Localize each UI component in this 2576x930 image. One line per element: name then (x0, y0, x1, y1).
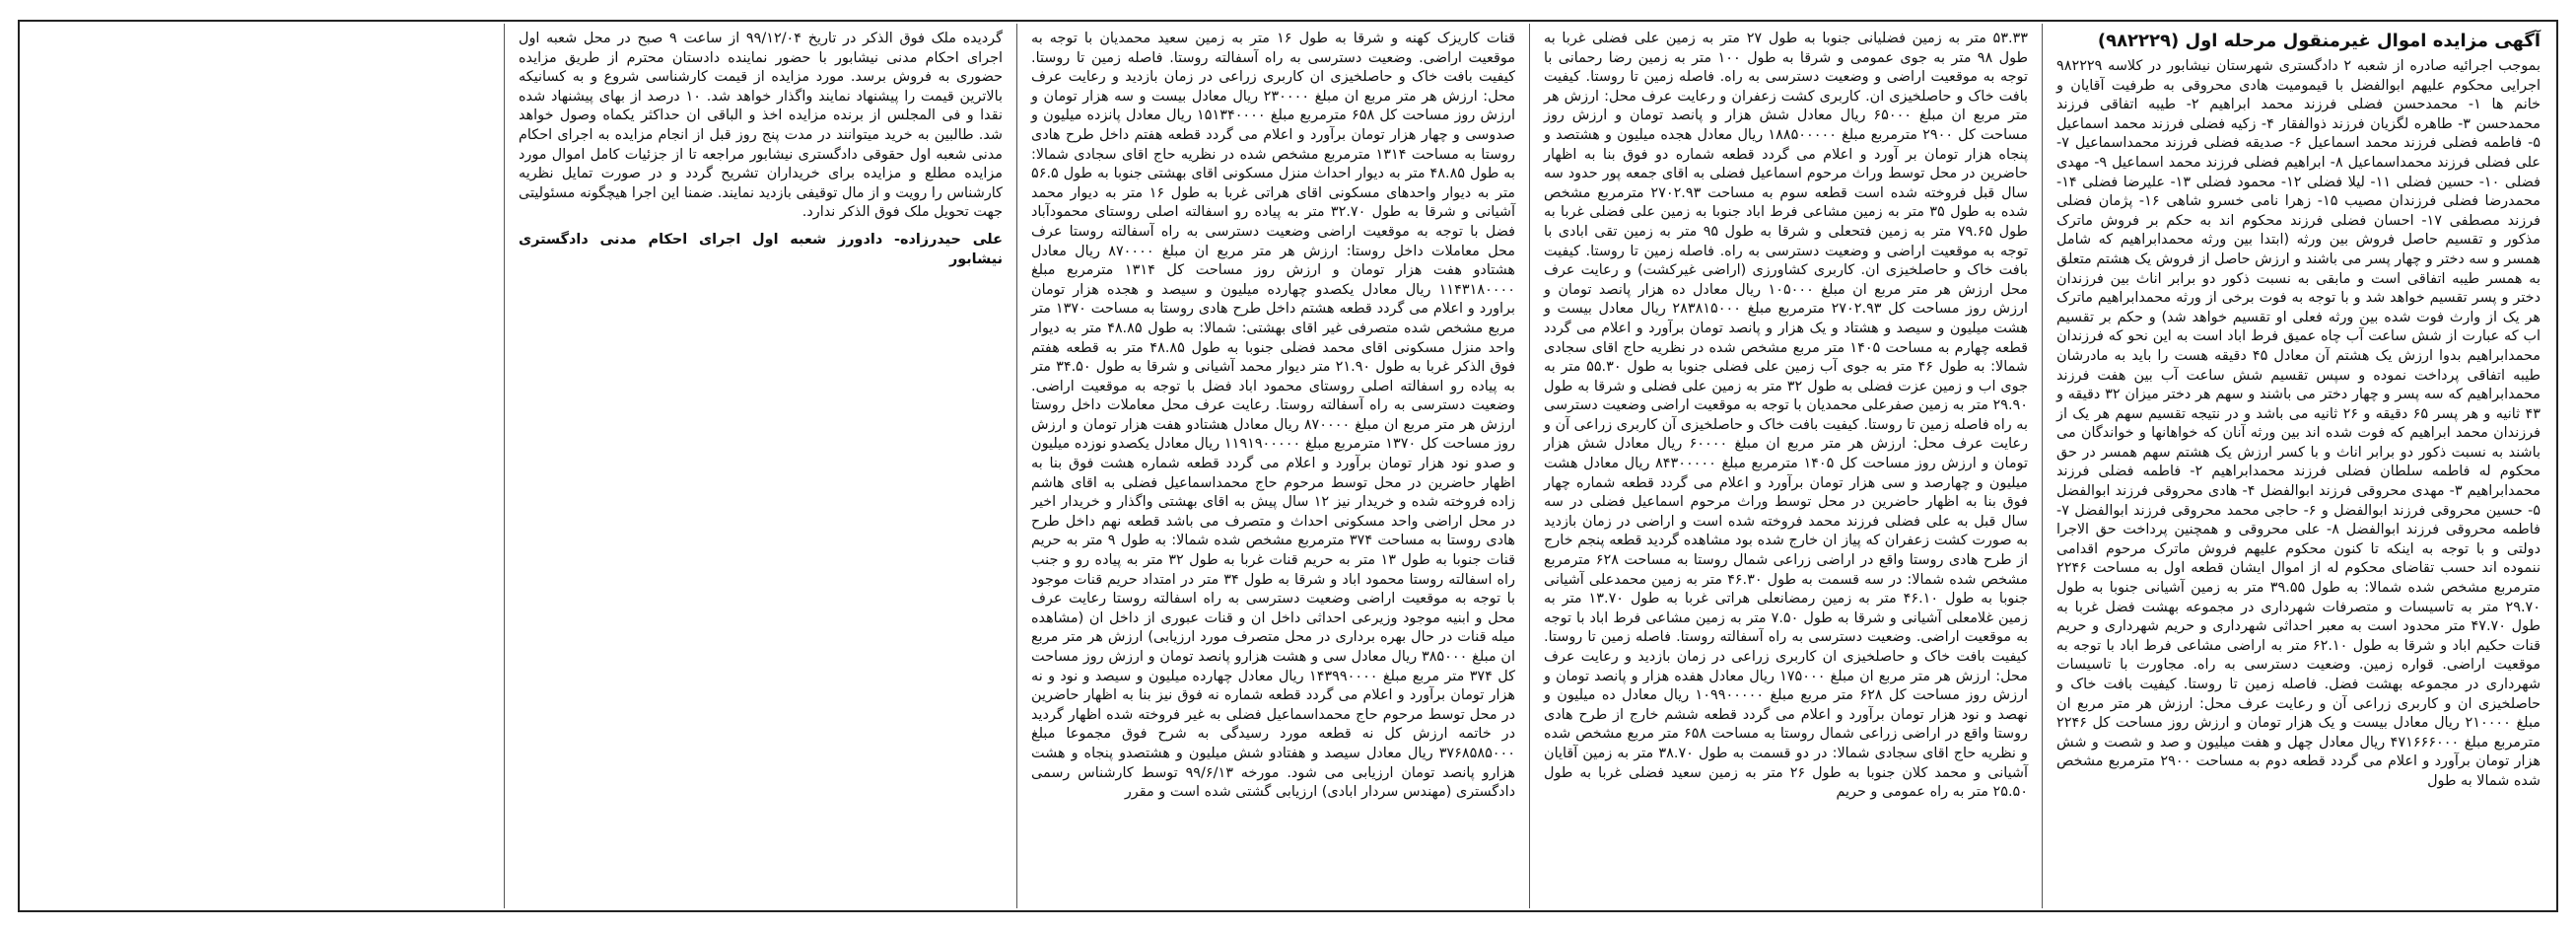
notice-signature: علی حیدرزاده- دادورز شعبه اول اجرای احکام مدنی دادگستری نیشابور (519, 231, 1003, 267)
notice-column-2 (1529, 24, 2042, 908)
notice-text-2: ۵۳.۳۳ متر به زمین فضلیانی جنوبا به طول ۲۷ متر به زمین علی فضلی غربا به طول ۹۸ متر به جوی عمومی و شرقا به طول ۱۰۰ متر به زمین رضا رحمانی با توجه به موقعیت اراضی و وضعیت دسترسی به راه. فاصله زمین تا روستا. کیفیت بافت خاک و حاصلخیزی ان. کاربری کشت زعفران و رعایت عرف محل: ارزش هر متر مربع ان مبلغ ۶۵۰۰۰ ریال معادل شش هزار و پانصد تومان و ارزش روز مساحت کل ۲۹۰۰ مترمربع مبلغ ۱۸۸۵۰۰۰۰۰ ریال معادل هجده میلیون و هشتصد و پنجاه هزار تومان بر آورد و اعلام می گردد قطعه شماره دو فوق بنا به اظهار حاضرین در محل توسط وراث مرحوم اسماعیل فضلی به اقای جمعه پور حدود سه سال قبل فروخته شده است قطعه سوم به مساحت ۲۷۰۲.۹۳ مترمربع مشخص شده به طول ۳۵ متر به زمین مشاعی فرط اباد جنوبا به زمین علی فضلی غربا به طول ۷۹.۶۵ متر به زمین فتحعلی و شرقا به طول ۹۵ متر به زمین تقی ابادی با توجه به موقعیت اراضی و وضعیت دسترسی به راه. فاصله زمین تا روستا. کیفیت بافت خاک و حاصلخیزی ان. کاربری کشاورزی (اراضی غیرکشت) و رعایت عرف محل ارزش هر متر مربع ان مبلغ ۱۰۵۰۰۰ ریال معادل ده هزار پانصد تومان و ارزش روز مساحت کل ۲۷۰۲.۹۳ مترمربع مبلغ ۲۸۳۸۱۵۰۰۰ ریال معادل بیست و هشت میلیون و سیصد و هشتاد و یک هزار و پانصد تومان برآورد و اعلام می گردد قطعه چهارم به مساحت ۱۴۰۵ متر مربع مشخص شده در نظریه حاج اقای سجادی شمالا: به طول ۴۶ متر به جوی آب زمین علی فضلی جنوبا به طول ۵۵.۳۰ متر به جوی اب و زمین عزت فضلی به طول ۳۲ متر به زمین علی فضلی و شرقا به طول ۲۹.۹۰ متر به زمین صفرعلی محمدیان با توجه به موقعیت اراضی وضعیت دسترسی به راه فاصله زمین تا روستا. کیفیت بافت خاک و حاصلخیزی آن کاربری زراعی آن و رعایت عرف محل: ارزش هر متر مربع ان مبلغ ۶۰۰۰۰ ریال معادل شش هزار تومان و ارزش روز مساحت کل ۱۴۰۵ مترمربع مبلغ ۸۴۳۰۰۰۰۰ ریال معادل هشت میلیون و چهارصد و سی هزار تومان برآورد و اعلام می گردد قطعه شماره چهار فوق بنا به اظهار حاضرین در محل توسط وراث مرحوم اسماعیل فضلی در سه سال قبل به علی فضلی فرزند محمد فروخته شده است و اراضی در زمان بازدید به صورت کشت زعفران که پیاز ان خارج شده بود مشاهده گردید قطعه پنجم خارج از طرح هادی روستا واقع در اراضی زراعی شمال روستا به مساحت ۶۲۸ مترمربع مشخص شده شمالا: در سه قسمت به طول ۴۶.۳۰ متر به زمین محمدعلی آشیانی جنوبا به طول ۴۶.۱۰ متر به زمین رمضانعلی هراتی غربا به طول ۱۳.۷۰ متر به زمین غلامعلی آشیانی و شرقا به طول ۷.۵۰ متر به زمین مشاعی فرط اباد با توجه به موقعیت اراضی. وضعیت دسترسی به راه آسفالته روستا. فاصله زمین تا روستا. کیفیت بافت خاک و حاصلخیزی ان کاربری زراعی در زمان بازدید و رعایت عرف محل: ارزش هر متر مربع ان مبلغ ۱۷۵۰۰۰ ریال معادل هفده هزار و پانصد تومان و ارزش روز مساحت کل ۶۲۸ متر مربع مبلغ ۱۰۹۹۰۰۰۰۰ ریال معادل ده میلیون و نهصد و نود هزار تومان برآورد و اعلام می گردد قطعه ششم خارج از طرح هادی روستا واقع در اراضی زراعی شمال روستا به مساحت ۶۵۸ متر مربع مشخص شده و نظریه حاج اقای سجادی شمالا: در دو قسمت به طول ۳۸.۷۰ متر به زمین آقایان آشیانی و محمد کلان جنوبا به طول ۲۶ متر به زمین سعید فضلی غربا به طول ۲۵.۵۰ متر به راه عمومی و حریم (1544, 31, 2029, 801)
notice-columns (22, 24, 2554, 908)
notice-title: آگهی مزایده اموال غیرمنقول مرحله اول (۹۸۲۲۲۹) (2097, 31, 2541, 51)
notice-column-1 (2042, 24, 2554, 908)
notice-text-4: گردیده ملک فوق الذکر در تاریخ ۹۹/۱۲/۰۴ از ساعت ۹ صبح در محل شعبه اول اجرای احکام مدنی نیشابور با حضور نماینده دادستان محترم از طریق مزایده حضوری به فروش برسد. مورد مزایده از قیمت کارشناسی شروع و به کسانیکه بالاترین قیمت را پیشنهاد نمایند واگذار خواهد شد. ۱۰ درصد از بهای پیشنهاد شده نقدا و فی المجلس از برنده مزایده اخذ و الباقی ان حداکثر یکماه وصول خواهد شد. طالبین به خرید میتوانند در مدت پنج روز قبل از انجام مزایده به اجرای احکام مدنی شعبه اول حقوقی دادگستری نیشابور مراجعه تا از جزئیات کامل اموال مورد مزایده مطلع و مزایده برای خریداران تشریح گردد و در صورت تمایل نظریه کارشناس را رویت و از مال توقیفی بازدید نمایند. ضمنا این اجرا هیچگونه مسئولیتی جهت تحویل ملک فوق الذکر ندارد. (519, 31, 1003, 221)
notice-text-1: بموجب اجرائیه صادره از شعبه ۲ دادگستری شهرستان نیشابور در کلاسه ۹۸۲۲۲۹ اجرایی محکوم علیهم ابوالفضل با قیمومیت هادی محروقی به طرفیت آقایان و خانم ها ۱- محمدحسن فضلی فرزند محمد ابراهیم ۲- طیبه اتفاقی فرزند محمدحسن ۳- طاهره لگزیان فرزند ذوالفقار ۴- زکیه فضلی فرزند محمد اسماعیل ۵- فاطمه فضلی فرزند محمد اسماعیل ۶- صدیقه فضلی فرزند محمداسماعیل ۷- علی فضلی فرزند محمداسماعیل ۸- ابراهیم فضلی فرزند محمد اسماعیل ۹- مهدی فضلی ۱۰- حسین فضلی ۱۱- لیلا فضلی ۱۲- محمود فضلی ۱۳- علیرضا فضلی ۱۴- محمدرضا فضلی فرزندان مصیب ۱۵- زهرا نامی خسرو شاهی ۱۶- پژمان فضلی فرزند مصطفی ۱۷- احسان فضلی فرزند محکوم اند به حکم بر فروش ماترک مذکور و تقسیم حاصل فروش بین ورثه (ابتدا بین ورثه محمدابراهیم که شامل همسر و سه دختر و چهار پسر می باشند و ارزش حاصل از فروش یک هشتم متعلق به همسر طیبه اتفاقی است و مابقی به نسبت ذکور دو برابر اناث بین فرزندان دختر و پسر تقسیم خواهد شد و با توجه به فوت برخی از ورثه محمدابراهیم ماترک هر یک از وارث فوت شده بین ورثه فعلی او تقسیم خواهد شد) و حکم بر تقسیم اب که عبارت از شش ساعت آب چاه عمیق فرط اباد است به این نحو که فرزندان محمدابراهیم بدوا ارزش یک هشتم آن معادل ۴۵ دقیقه هست را باید به مادرشان طیبه اتفاقی پرداخت نموده و سپس تقسیم شش ساعت آب بین هفت فرزند محمدابراهیم که سه پسر و چهار دختر می باشند و سهم هر دختر میزان ۳۲ دقیقه و ۴۳ ثانیه و هر پسر ۶۵ دقیقه و ۲۶ ثانیه می باشد و در نتیجه تقسیم سهم هر یک از فرزندان محمد ابراهیم که فوت شده اند بین ورثه آنان که خواهانها و خواندگان می باشند به نسبت ذکور دو برابر اناث و با کسر ارزش یک هشتم سهم همسر در حق محکوم له فاطمه سلطان فضلی فرزند محمدابراهیم ۲- فاطمه فضلی فرزند محمدابراهیم ۳- مهدی محروقی فرزند ابوالفضل ۴- هادی محروقی فرزند ابوالفضل ۵- حسین محروقی فرزند ابوالفضل و ۶- حاجی محمد محروقی فرزند ابوالفضل ۷- فاطمه محروقی فرزند ابوالفضل ۸- علی محروقی و همچنین پرداخت حق الاجرا دولتی و با توجه به اینکه تا کنون محکوم علیهم فروش ماترک مرحوم اقدامی ننموده اند حسب تقاضای محکوم له از اموال ایشان قطعه اول به مساحت ۲۲۴۶ مترمربع مشخص شده شمالا: به طول ۳۹.۵۵ متر به زمین آشیانی جنوبا به طول ۲۹.۷۰ متر به تاسیسات و متصرفات شهرداری در مجموعه بهشت فضل غربا به طول ۴۷.۷۰ متر محدود است به معبر احداثی شهرداری و حریم شهرداری و حریم قنات حکیم اباد و شرقا به طول ۶۲.۱۰ متر به اراضی مشاعی فرط اباد با توجه به موقعیت اراضی. قواره زمین. وضعیت دسترسی به راه. مجاورت با تاسیسات شهرداری در مجموعه بهشت فضل. فاصله زمین تا روستا. کیفیت بافت خاک و حاصلخیزی ان و کاربری زراعی آن و رعایت عرف محل: ارزش هر متر مربع ان مبلغ ۲۱۰۰۰۰ ریال معادل بیست و یک هزار تومان و ارزش روز مساحت کل ۲۲۴۶ مترمربع مبلغ ۴۷۱۶۶۶۰۰۰ ریال معادل چهل و هفت میلیون و صد و شصت و شش هزار تومان برآورد و اعلام می گردد قطعه دوم به مساحت ۲۹۰۰ مترمربع مشخص شده شمالا به طول (2056, 58, 2541, 789)
notice-text-3: قنات کاریزک کهنه و شرقا به طول ۱۶ متر به زمین سعید محمدیان با توجه به موقعیت اراضی. وضعیت دسترسی به راه آسفالته روستا. فاصله زمین تا روستا. کیفیت بافت خاک و حاصلخیزی ان کاربری زراعی در زمان بازدید و رعایت عرف محل: ارزش هر متر مربع ان مبلغ ۲۳۰۰۰۰ ریال معادل بیست و سه هزار تومان و ارزش روز مساحت کل ۶۵۸ مترمربع مبلغ ۱۵۱۳۴۰۰۰۰ ریال معادل پانزده میلیون و صدوسی و چهار هزار تومان برآورد و اعلام می گردد قطعه هفتم داخل طرح هادی روستا به مساحت ۱۳۱۴ مترمربع مشخص شده در نظریه حاج اقای سجادی شمالا: به طول ۴۸.۸۵ متر به دیوار احداث منزل مسکونی اقای بهشتی جنوبا به طول ۵۶.۵ متر به دیوار واحدهای مسکونی اقای هراتی غربا به طول ۱۶ متر به دیوار محمد آشیانی و شرقا به طول ۳۲.۷۰ متر به پیاده رو اسفالته اصلی روستای محمودآباد فضل با توجه به موقعیت اراضی وضعیت دسترسی به راه آسفالته روستا عرف محل معاملات داخل روستا: ارزش هر متر مربع ان مبلغ ۸۷۰۰۰۰ ریال معادل هشتادو هفت هزار تومان و ارزش روز مساحت کل ۱۳۱۴ مترمربع مبلغ ۱۱۴۳۱۸۰۰۰۰ ریال معادل یکصدو چهارده میلیون و سیصد و هجده هزار تومان براورد و اعلام می گردد قطعه هشتم داخل طرح هادی روستا به مساحت ۱۳۷۰ متر مربع مشخص شده متصرفی غیر اقای بهشتی: شمالا: به طول ۴۸.۸۵ متر به دیوار واحد منزل مسکونی اقای محمد فضلی جنوبا به طول ۴۸.۸۵ متر به قطعه هفتم فوق الذکر غربا به طول ۲۱.۹۰ متر دیوار محمد آشیانی و شرقا به طول ۳۴.۵۰ متر به پیاده رو اسفالته اصلی روستای محمود اباد فضل با توجه به موقعیت اراضی. وضعیت دسترسی به راه آسفالته روستا. رعایت عرف محل معاملات داخل روستا ارزش هر متر مربع ان مبلغ ۸۷۰۰۰۰ ریال معادل هشتادو هفت هزار تومان و ارزش روز مساحت کل ۱۳۷۰ مترمربع مبلغ ۱۱۹۱۹۰۰۰۰۰ ریال معادل یکصدو نوزده میلیون و صدو نود هزار تومان برآورد و اعلام می گردد قطعه شماره هشت فوق بنا به اظهار حاضرین در محل توسط مرحوم حاج محمداسماعیل فضلی به اقای هاشم زاده فروخته شده و خریدار نیز ۱۲ سال پیش به اقای بهشتی واگذار و خریدار اخیر در محل اراضی واحد مسکونی احداث و متصرف می باشد قطعه نهم داخل طرح هادی روستا به مساحت ۳۷۴ مترمربع مشخص شده شمالا: به طول ۹ متر به حریم قنات جنوبا به طول ۱۳ متر به حریم قنات غربا به طول ۳۲ متر به پیاده رو و جنب راه اسفالته روستا محمود اباد و شرقا به طول ۳۴ متر در امتداد حریم قنات موجود با توجه به موقعیت اراضی وضعیت دسترسی به راه اسفالته روستا رعایت عرف محل و ابنیه موجود وزیرعی احداثی داخل ان و قنات عبوری از داخل ان (مشاهده میله قنات در حال بهره برداری در محل متصرف مورد ارزیابی) ارزش هر متر مربع ان مبلغ ۳۸۵۰۰۰ ریال معادل سی و هشت هزارو پانصد تومان و ارزش روز مساحت کل ۳۷۴ متر مربع مبلغ ۱۴۳۹۹۰۰۰۰ ریال معادل چهارده میلیون و سیصد و نود و نه هزار تومان برآورد و اعلام می گردد قطعه شماره نه فوق نیز بنا به اظهار حاضرین در محل توسط مرحوم حاج محمداسماعیل فضلی به غیر فروخته شده اظهار گردید در خاتمه ارزش کل نه قطعه مورد رسیدگی به شرح فوق مجموعا مبلغ ۳۷۶۸۵۸۵۰۰۰ ریال معادل سیصد و هفتادو شش میلیون و هشتصدو پنجاه و هشت هزارو پانصد تومان ارزیابی می شود. مورخه ۹۹/۶/۱۳ توسط کارشناس رسمی دادگستری (مهندس سردار ابادی) ارزیابی گشتی شده است و مقرر (1031, 31, 1516, 801)
notice-column-4 (504, 24, 1016, 908)
notice-column-3 (1016, 24, 1529, 908)
notice-column-blank (22, 24, 504, 908)
